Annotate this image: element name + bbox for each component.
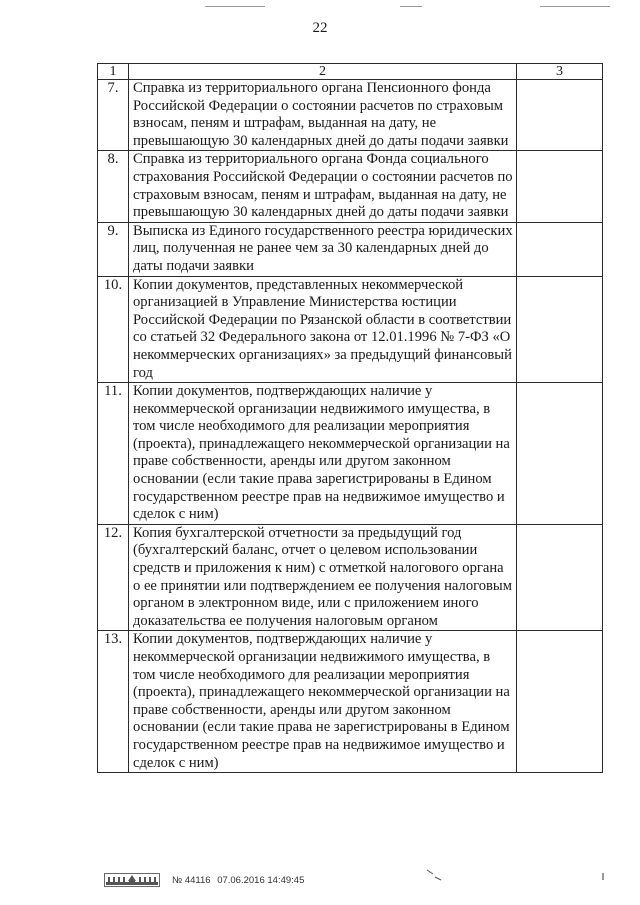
row-number: 9. <box>98 222 129 276</box>
row-number: 10. <box>98 276 129 383</box>
row-text: Копия бухгалтерской отчетности за предыдущий год (бухгалтерский баланс, отчет о целевом использовании средств и приложения к ним) с отметкой налогового органа о ее принятии или подтверждением ее получения налоговым органом в электронном виде, или с приложением иного доказательства ее получения налоговым органом <box>129 524 517 631</box>
scan-artifact <box>400 6 422 7</box>
row-text: Справка из территориального органа Фонда социального страхования Российской Федерации о состоянии расчетов по страховым взносам, пеням и штрафам, выданная на дату, не превышающую 30 календарных дней до даты подачи заявки <box>129 151 517 222</box>
column-header: 2 <box>129 64 517 80</box>
row-col3 <box>517 276 603 383</box>
row-text: Копии документов, подтверждающих наличие у некоммерческой организации недвижимого имущества, в том числе необходимого для реализации мероприятия (проекта), принадлежащего некоммерческой организации на праве собственности, аренды или другом законном основании (если такие права зарегистрированы в Едином государственном реестре прав на недвижимое имущество и сделок с ним) <box>129 383 517 525</box>
scan-artifact <box>540 6 610 7</box>
row-number: 12. <box>98 524 129 631</box>
table-row <box>98 276 603 383</box>
row-number: 8. <box>98 151 129 222</box>
scan-artifact <box>205 6 265 7</box>
table-row <box>98 631 603 773</box>
document-timestamp: 07.06.2016 14:49:45 <box>217 874 305 886</box>
row-col3 <box>517 631 603 773</box>
row-number: 7. <box>98 80 129 151</box>
row-text: Копии документов, подтверждающих наличие у некоммерческой организации недвижимого имущества, в том числе необходимого для реализации мероприятия (проекта), принадлежащего некоммерческой организации на праве собственности, аренды или другом законном основании (если такие права не зарегистрированы в Едином государственном реестре прав на недвижимое имущество и сделок с ним) <box>129 631 517 773</box>
footer-registration <box>172 875 308 886</box>
documents-table <box>97 63 603 773</box>
row-number: 11. <box>98 383 129 525</box>
row-text: Справка из территориального органа Пенсионного фонда Российской Федерации о состоянии расчетов по страховым взносам, пеням и штрафам, выданная на дату, не превышающую 30 календарных дней до даты подачи заявки <box>129 80 517 151</box>
table-header-row <box>98 64 603 80</box>
row-text: Выписка из Единого государственного реестра юридических лиц, полученная не ранее чем за 30 календарных дней до даты подачи заявки <box>129 222 517 276</box>
table-row <box>98 80 603 151</box>
row-col3 <box>517 383 603 525</box>
document-number: № 44116 <box>172 874 211 886</box>
row-col3 <box>517 222 603 276</box>
row-col3 <box>517 524 603 631</box>
table-row <box>98 383 603 525</box>
scan-mark <box>425 868 445 882</box>
row-number: 13. <box>98 631 129 773</box>
table-row <box>98 151 603 222</box>
column-header: 3 <box>517 64 603 80</box>
footer-stamp <box>104 872 308 888</box>
column-header: 1 <box>98 64 129 80</box>
page-number: 22 <box>312 20 328 36</box>
row-col3 <box>517 80 603 151</box>
table-row <box>98 222 603 276</box>
government-building-icon <box>104 873 160 887</box>
table-row <box>98 524 603 631</box>
row-col3 <box>517 151 603 222</box>
scan-mark <box>600 872 606 882</box>
row-text: Копии документов, представленных некоммерческой организацией в Управление Министерства юстиции Российской Федерации по Рязанской области в соответствии со статьей 32 Федерального закона от 12.01.1996 № 7-ФЗ «О некоммерческих организациях» за предыдущий финансовый год <box>129 276 517 383</box>
